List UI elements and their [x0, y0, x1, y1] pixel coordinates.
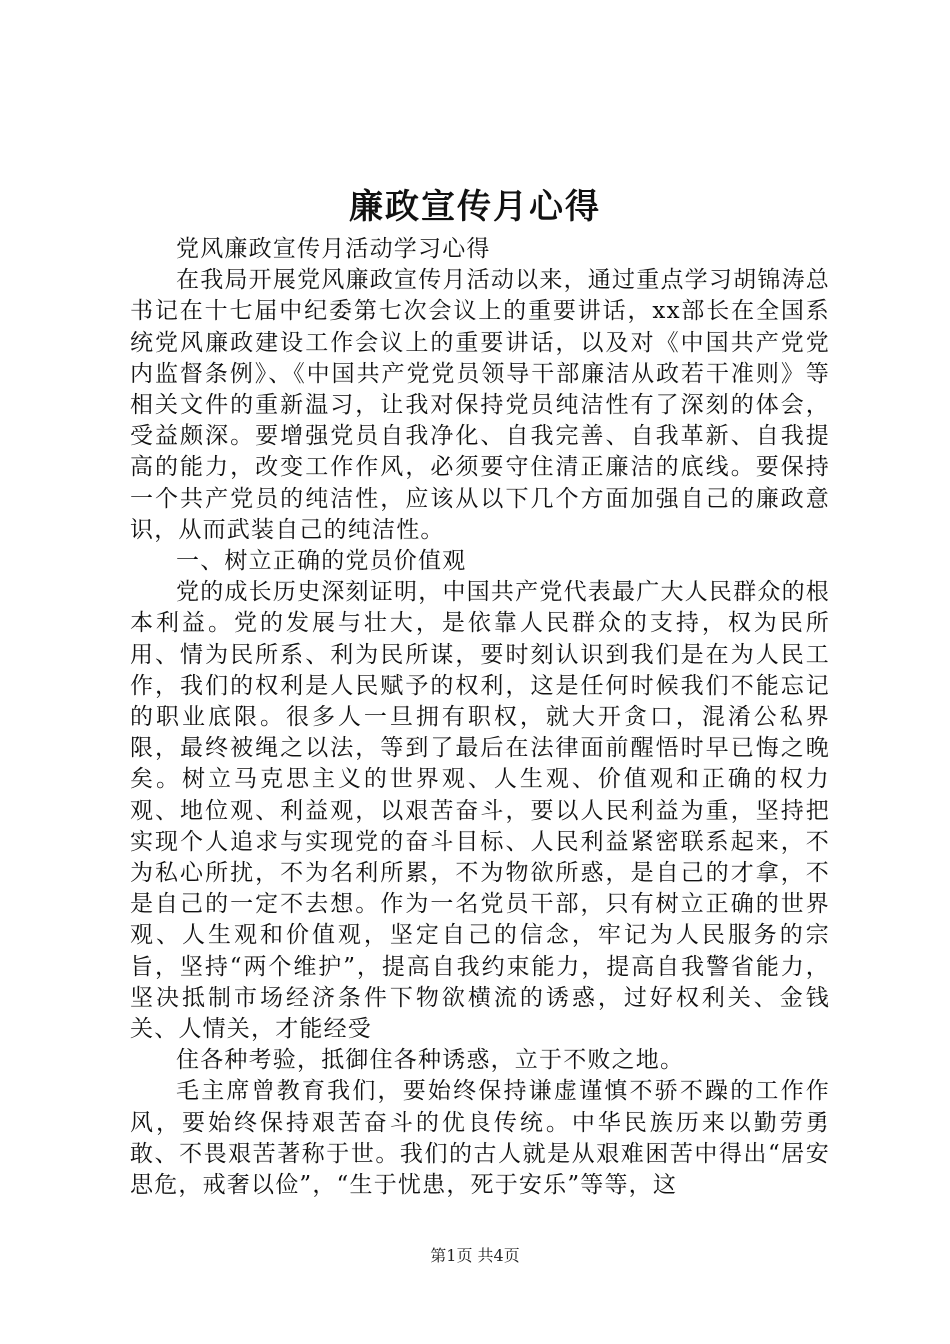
- body-paragraph: 住各种考验，抵御住各种诱惑，立于不败之地。: [176, 1047, 685, 1074]
- intro-paragraph: 在我局开展党风廉政宣传月活动以来，通过重点学习胡锦涛总书记在十七届中纪委第七次会议上的重要讲话，xx部长在全国系统党风廉政建设工作会议上的重要讲话，以及对《中国共产党党内监督条例》、《中国共产党党员领导干部廉洁从政若干准则》等相关文件的重新温习，让我对保持党员纯洁性有了深刻的体会，受益颇深。要增强党员自我净化、自我完善、自我革新、自我提高的能力，改变工作作风，必须要守住清正廉洁的底线。要保持一个共产党员的纯洁性，应该从以下几个方面加强自己的廉政意识，从而武装自己的纯洁性。: [130, 267, 830, 543]
- subtitle-paragraph: 党风廉政宣传月活动学习心得: [176, 236, 491, 262]
- section-heading: 一、树立正确的党员价值观: [176, 548, 467, 575]
- document-body: [130, 234, 830, 1201]
- document-title: 廉政宣传月心得: [349, 187, 601, 227]
- body-paragraph: 党的成长历史深刻证明，中国共产党代表最广大人民群众的根本利益。党的发展与壮大，是依靠人民群众的支持，权为民所用、情为民所系、利为民所谋，要时刻认识到我们是在为人民工作，我们的权利是人民赋予的权利，这是任何时候我们不能忘记的职业底限。很多人一旦拥有职权，就大开贪口，混淆公私界限，最终被绳之以法，等到了最后在法律面前醒悟时早已悔之晚矣。树立马克思主义的世界观、人生观、价值观和正确的权力观、地位观、利益观，以艰苦奋斗，要以人民利益为重，坚持把实现个人追求与实现党的奋斗目标、人民利益紧密联系起来，不为私心所扰，不为名利所累，不为物欲所惑，是自己的才拿，不是自己的一定不去想。作为一名党员干部，只有树立正确的世界观、人生观和价值观，坚定自己的信念，牢记为人民服务的宗旨，坚持“两个维护”，提高自我约束能力，提高自我警省能力，坚决抵制市场经济条件下物欲横流的诱惑，过好权利关、金钱关、人情关，才能经受: [130, 579, 830, 1043]
- body-paragraph: 毛主席曾教育我们，要始终保持谦虚谨慎不骄不躁的工作作风，要始终保持艰苦奋斗的优良传统。中华民族历来以勤劳勇敢、不畏艰苦著称于世。我们的古人就是从艰难困苦中得出“居安思危，戒奢以俭”，“生于忧患，死于安乐”等等，这: [130, 1078, 830, 1199]
- page-footer: 第1页 共4页: [430, 1246, 520, 1265]
